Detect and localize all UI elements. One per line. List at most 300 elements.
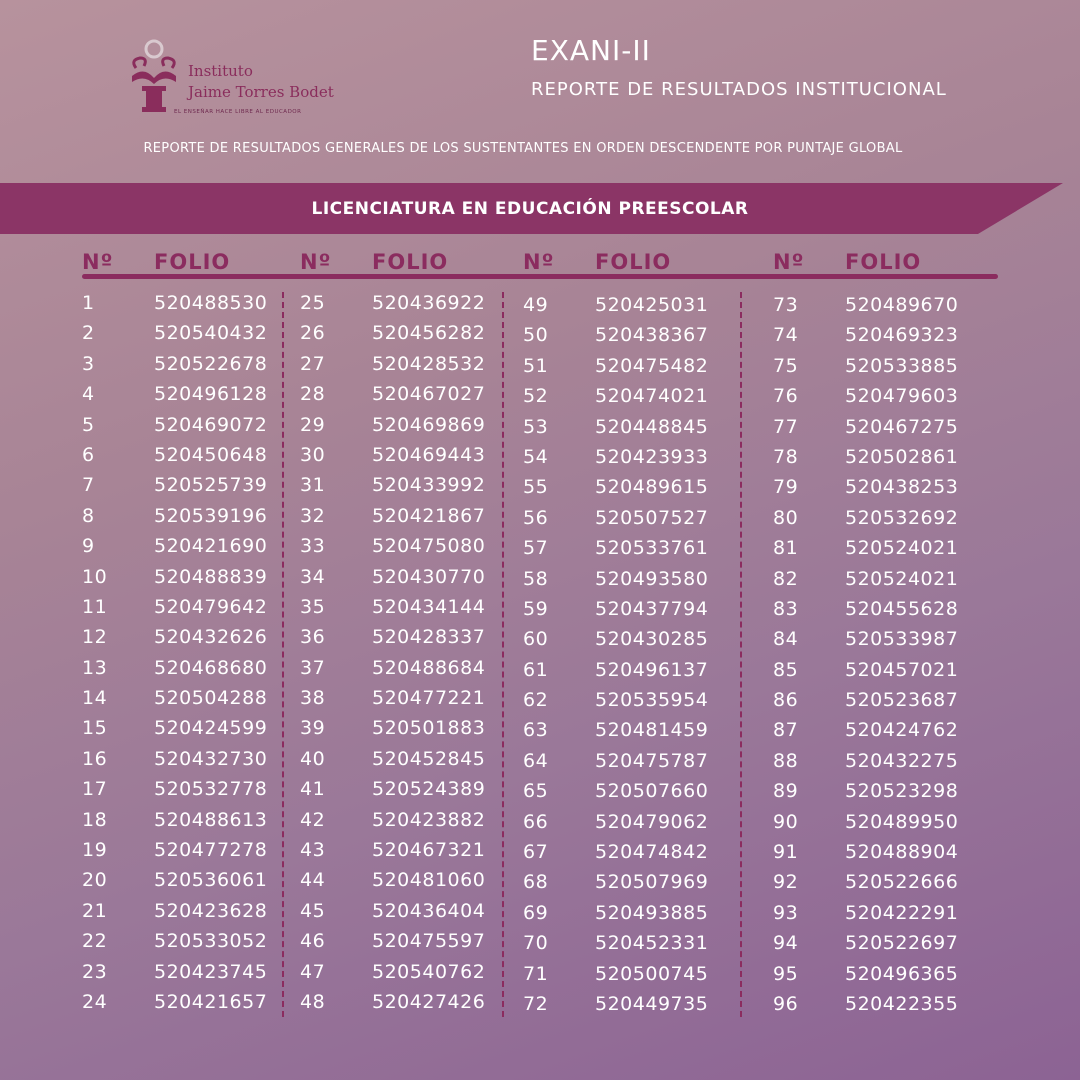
table-row xyxy=(773,715,1013,745)
row-number: 3 xyxy=(82,352,95,375)
header-rule xyxy=(82,274,998,279)
row-folio: 520467321 xyxy=(372,839,486,862)
table-row xyxy=(82,592,322,622)
table-row xyxy=(523,685,763,715)
row-folio: 520455628 xyxy=(845,597,959,620)
row-number: 41 xyxy=(300,778,326,801)
row-folio: 520474842 xyxy=(595,841,709,864)
row-number: 57 xyxy=(523,537,549,560)
table-row xyxy=(82,774,322,804)
row-number: 78 xyxy=(773,445,799,468)
table-row xyxy=(82,379,322,409)
row-number: 38 xyxy=(300,687,326,710)
row-folio: 520532778 xyxy=(154,778,268,801)
row-number: 34 xyxy=(300,565,326,588)
row-number: 22 xyxy=(82,930,108,953)
row-folio: 520422291 xyxy=(845,901,959,924)
row-number: 89 xyxy=(773,780,799,803)
row-folio: 520475080 xyxy=(372,535,486,558)
row-folio: 520522678 xyxy=(154,352,268,375)
table-row xyxy=(523,381,763,411)
row-folio: 520540762 xyxy=(372,960,486,983)
report-type: REPORTE DE RESULTADOS INSTITUCIONAL xyxy=(531,79,947,100)
row-folio: 520427426 xyxy=(372,990,486,1013)
row-folio: 520430285 xyxy=(595,628,709,651)
row-number: 12 xyxy=(82,626,108,649)
row-folio: 520477278 xyxy=(154,839,268,862)
table-row xyxy=(82,410,322,440)
table-row xyxy=(82,957,322,987)
row-number: 4 xyxy=(82,383,95,406)
row-folio: 520540432 xyxy=(154,322,268,345)
row-number: 61 xyxy=(523,658,549,681)
row-number: 64 xyxy=(523,749,549,772)
exam-title: EXANI-II xyxy=(531,34,651,67)
row-number: 7 xyxy=(82,474,95,497)
header-number: Nº xyxy=(523,250,555,274)
row-folio: 520437794 xyxy=(595,597,709,620)
row-folio: 520502861 xyxy=(845,445,959,468)
table-row xyxy=(300,683,540,713)
table-row xyxy=(523,594,763,624)
row-number: 8 xyxy=(82,504,95,527)
table-row xyxy=(773,655,1013,685)
row-folio: 520423745 xyxy=(154,960,268,983)
row-number: 96 xyxy=(773,992,799,1015)
table-row xyxy=(300,410,540,440)
row-number: 74 xyxy=(773,324,799,347)
row-number: 13 xyxy=(82,656,108,679)
table-row xyxy=(300,805,540,835)
row-folio: 520438253 xyxy=(845,476,959,499)
row-folio: 520535954 xyxy=(595,689,709,712)
row-folio: 520436922 xyxy=(372,292,486,314)
row-number: 71 xyxy=(523,962,549,985)
row-number: 69 xyxy=(523,901,549,924)
row-folio: 520434144 xyxy=(372,595,486,618)
table-row xyxy=(82,501,322,531)
row-folio: 520501883 xyxy=(372,717,486,740)
table-row xyxy=(300,987,540,1017)
institute-logo xyxy=(128,38,348,122)
row-folio: 520479603 xyxy=(845,385,959,408)
row-folio: 520493885 xyxy=(595,901,709,924)
row-number: 20 xyxy=(82,869,108,892)
table-row xyxy=(523,503,763,533)
row-folio: 520428337 xyxy=(372,626,486,649)
row-number: 26 xyxy=(300,322,326,345)
row-folio: 520467027 xyxy=(372,383,486,406)
row-folio: 520507527 xyxy=(595,506,709,529)
row-number: 90 xyxy=(773,810,799,833)
row-folio: 520449735 xyxy=(595,992,709,1015)
row-number: 11 xyxy=(82,595,108,618)
table-row xyxy=(523,533,763,563)
row-folio: 520421690 xyxy=(154,535,268,558)
row-number: 87 xyxy=(773,719,799,742)
table-row xyxy=(523,564,763,594)
row-folio: 520432275 xyxy=(845,749,959,772)
row-number: 21 xyxy=(82,899,108,922)
table-row xyxy=(82,926,322,956)
row-number: 93 xyxy=(773,901,799,924)
row-number: 36 xyxy=(300,626,326,649)
row-folio: 520423882 xyxy=(372,808,486,831)
results-column xyxy=(300,288,540,1017)
row-folio: 520448845 xyxy=(595,415,709,438)
row-number: 88 xyxy=(773,749,799,772)
row-number: 47 xyxy=(300,960,326,983)
header-number: Nº xyxy=(300,250,332,274)
results-column xyxy=(773,290,1013,1019)
row-number: 58 xyxy=(523,567,549,590)
row-folio: 520450648 xyxy=(154,443,268,466)
header-folio: FOLIO xyxy=(154,250,231,274)
row-number: 77 xyxy=(773,415,799,438)
table-row xyxy=(300,349,540,379)
table-row xyxy=(773,867,1013,897)
row-number: 65 xyxy=(523,780,549,803)
row-number: 73 xyxy=(773,294,799,316)
row-folio: 520424599 xyxy=(154,717,268,740)
row-number: 29 xyxy=(300,413,326,436)
row-number: 6 xyxy=(82,443,95,466)
row-folio: 520430770 xyxy=(372,565,486,588)
row-number: 30 xyxy=(300,443,326,466)
header-folio: FOLIO xyxy=(372,250,449,274)
row-number: 85 xyxy=(773,658,799,681)
row-number: 60 xyxy=(523,628,549,651)
row-folio: 520469869 xyxy=(372,413,486,436)
row-folio: 520422355 xyxy=(845,992,959,1015)
row-folio: 520488613 xyxy=(154,808,268,831)
table-row xyxy=(300,501,540,531)
row-folio: 520432730 xyxy=(154,747,268,770)
row-folio: 520475597 xyxy=(372,930,486,953)
table-row xyxy=(82,440,322,470)
row-folio: 520496128 xyxy=(154,383,268,406)
table-row xyxy=(82,349,322,379)
row-folio: 520507660 xyxy=(595,780,709,803)
row-folio: 520423628 xyxy=(154,899,268,922)
table-row xyxy=(523,898,763,928)
row-number: 28 xyxy=(300,383,326,406)
row-number: 18 xyxy=(82,808,108,831)
row-number: 95 xyxy=(773,962,799,985)
row-number: 91 xyxy=(773,841,799,864)
table-row xyxy=(300,865,540,895)
row-number: 72 xyxy=(523,992,549,1015)
row-folio: 520522666 xyxy=(845,871,959,894)
row-folio: 520477221 xyxy=(372,687,486,710)
row-folio: 520424762 xyxy=(845,719,959,742)
row-folio: 520469072 xyxy=(154,413,268,436)
table-row xyxy=(300,774,540,804)
table-row xyxy=(82,531,322,561)
table-row xyxy=(773,807,1013,837)
table-row xyxy=(300,896,540,926)
row-number: 5 xyxy=(82,413,95,436)
table-row xyxy=(82,288,322,318)
row-number: 43 xyxy=(300,839,326,862)
table-row xyxy=(82,622,322,652)
row-folio: 520488530 xyxy=(154,292,268,314)
row-number: 35 xyxy=(300,595,326,618)
table-row xyxy=(773,442,1013,472)
row-folio: 520500745 xyxy=(595,962,709,985)
row-number: 92 xyxy=(773,871,799,894)
row-folio: 520468680 xyxy=(154,656,268,679)
table-row xyxy=(773,898,1013,928)
row-folio: 520536061 xyxy=(154,869,268,892)
row-number: 16 xyxy=(82,747,108,770)
row-number: 1 xyxy=(82,292,95,314)
row-number: 24 xyxy=(82,990,108,1013)
row-folio: 520523687 xyxy=(845,689,959,712)
results-column xyxy=(523,290,763,1019)
table-row xyxy=(82,713,322,743)
row-number: 33 xyxy=(300,535,326,558)
row-folio: 520488684 xyxy=(372,656,486,679)
table-row xyxy=(523,837,763,867)
table-row xyxy=(300,562,540,592)
row-folio: 520423933 xyxy=(595,445,709,468)
row-folio: 520524021 xyxy=(845,537,959,560)
table-row xyxy=(773,472,1013,502)
row-folio: 520433992 xyxy=(372,474,486,497)
row-folio: 520479642 xyxy=(154,595,268,618)
row-folio: 520481060 xyxy=(372,869,486,892)
row-number: 46 xyxy=(300,930,326,953)
table-row xyxy=(300,835,540,865)
row-folio: 520522697 xyxy=(845,932,959,955)
row-number: 94 xyxy=(773,932,799,955)
table-row xyxy=(82,318,322,348)
table-row xyxy=(523,746,763,776)
table-row xyxy=(523,655,763,685)
row-folio: 520489670 xyxy=(845,294,959,316)
row-folio: 520496365 xyxy=(845,962,959,985)
row-number: 45 xyxy=(300,899,326,922)
header-folio: FOLIO xyxy=(845,250,922,274)
table-row xyxy=(300,653,540,683)
table-row xyxy=(773,351,1013,381)
row-folio: 520481459 xyxy=(595,719,709,742)
table-row xyxy=(773,928,1013,958)
table-row xyxy=(773,503,1013,533)
row-folio: 520428532 xyxy=(372,352,486,375)
row-folio: 520469323 xyxy=(845,324,959,347)
table-row xyxy=(300,318,540,348)
table-row xyxy=(82,683,322,713)
row-folio: 520456282 xyxy=(372,322,486,345)
logo-tagline: EL ENSEÑAR HACE LIBRE AL EDUCADOR xyxy=(174,109,302,115)
row-number: 81 xyxy=(773,537,799,560)
table-row xyxy=(773,533,1013,563)
row-number: 76 xyxy=(773,385,799,408)
row-number: 86 xyxy=(773,689,799,712)
table-row xyxy=(82,896,322,926)
table-row xyxy=(773,624,1013,654)
logo-name-line2: Jaime Torres Bodet xyxy=(188,83,334,101)
table-row xyxy=(523,351,763,381)
row-number: 39 xyxy=(300,717,326,740)
row-folio: 520533885 xyxy=(845,354,959,377)
table-row xyxy=(300,470,540,500)
table-row xyxy=(773,320,1013,350)
row-folio: 520438367 xyxy=(595,324,709,347)
row-number: 23 xyxy=(82,960,108,983)
table-row xyxy=(523,807,763,837)
row-folio: 520539196 xyxy=(154,504,268,527)
row-folio: 520432626 xyxy=(154,626,268,649)
row-folio: 520532692 xyxy=(845,506,959,529)
row-number: 62 xyxy=(523,689,549,712)
report-description: REPORTE DE RESULTADOS GENERALES DE LOS SUSTENTANTES EN ORDEN DESCENDENTE POR PUNTAJE GLOBAL xyxy=(143,141,903,156)
table-row xyxy=(82,470,322,500)
table-row xyxy=(300,926,540,956)
table-row xyxy=(523,412,763,442)
row-number: 37 xyxy=(300,656,326,679)
table-row xyxy=(773,685,1013,715)
program-title: LICENCIATURA EN EDUCACIÓN PREESCOLAR xyxy=(311,199,749,219)
row-number: 17 xyxy=(82,778,108,801)
row-folio: 520436404 xyxy=(372,899,486,922)
table-row xyxy=(523,989,763,1019)
row-folio: 520474021 xyxy=(595,385,709,408)
row-folio: 520489615 xyxy=(595,476,709,499)
row-number: 63 xyxy=(523,719,549,742)
row-number: 70 xyxy=(523,932,549,955)
table-row xyxy=(773,989,1013,1019)
row-folio: 520479062 xyxy=(595,810,709,833)
table-row xyxy=(773,412,1013,442)
row-folio: 520533052 xyxy=(154,930,268,953)
table-row xyxy=(300,440,540,470)
table-row xyxy=(773,564,1013,594)
header-number: Nº xyxy=(773,250,805,274)
table-row xyxy=(523,320,763,350)
row-number: 66 xyxy=(523,810,549,833)
row-folio: 520489950 xyxy=(845,810,959,833)
table-row xyxy=(773,746,1013,776)
table-row xyxy=(773,381,1013,411)
header-folio: FOLIO xyxy=(595,250,672,274)
table-row xyxy=(773,594,1013,624)
table-row xyxy=(82,562,322,592)
row-number: 25 xyxy=(300,292,326,314)
row-number: 42 xyxy=(300,808,326,831)
row-folio: 520533987 xyxy=(845,628,959,651)
table-row xyxy=(773,776,1013,806)
row-number: 59 xyxy=(523,597,549,620)
row-folio: 520421657 xyxy=(154,990,268,1013)
row-folio: 520457021 xyxy=(845,658,959,681)
row-number: 9 xyxy=(82,535,95,558)
row-folio: 520493580 xyxy=(595,567,709,590)
row-number: 14 xyxy=(82,687,108,710)
row-number: 84 xyxy=(773,628,799,651)
table-row xyxy=(773,290,1013,320)
table-row xyxy=(82,653,322,683)
row-number: 50 xyxy=(523,324,549,347)
logo-name-line1: Instituto xyxy=(188,62,253,80)
row-number: 79 xyxy=(773,476,799,499)
row-folio: 520525739 xyxy=(154,474,268,497)
table-row xyxy=(523,928,763,958)
row-number: 15 xyxy=(82,717,108,740)
row-folio: 520467275 xyxy=(845,415,959,438)
table-row xyxy=(300,379,540,409)
row-number: 53 xyxy=(523,415,549,438)
row-number: 10 xyxy=(82,565,108,588)
row-number: 31 xyxy=(300,474,326,497)
table-row xyxy=(523,290,763,320)
row-folio: 520524021 xyxy=(845,567,959,590)
table-row xyxy=(523,776,763,806)
row-number: 82 xyxy=(773,567,799,590)
row-folio: 520488839 xyxy=(154,565,268,588)
table-row xyxy=(300,288,540,318)
row-number: 44 xyxy=(300,869,326,892)
table-row xyxy=(523,472,763,502)
row-folio: 520523298 xyxy=(845,780,959,803)
table-row xyxy=(300,592,540,622)
row-folio: 520533761 xyxy=(595,537,709,560)
table-row xyxy=(300,713,540,743)
row-number: 48 xyxy=(300,990,326,1013)
row-folio: 520452845 xyxy=(372,747,486,770)
table-row xyxy=(523,867,763,897)
row-number: 52 xyxy=(523,385,549,408)
table-row xyxy=(82,865,322,895)
row-folio: 520488904 xyxy=(845,841,959,864)
row-number: 51 xyxy=(523,354,549,377)
table-row xyxy=(300,531,540,561)
header-number: Nº xyxy=(82,250,114,274)
table-row xyxy=(523,442,763,472)
row-number: 19 xyxy=(82,839,108,862)
table-row xyxy=(82,744,322,774)
row-number: 40 xyxy=(300,747,326,770)
table-row xyxy=(523,959,763,989)
table-row xyxy=(82,987,322,1017)
row-folio: 520524389 xyxy=(372,778,486,801)
row-number: 56 xyxy=(523,506,549,529)
row-number: 67 xyxy=(523,841,549,864)
row-number: 54 xyxy=(523,445,549,468)
row-number: 80 xyxy=(773,506,799,529)
row-folio: 520496137 xyxy=(595,658,709,681)
row-folio: 520507969 xyxy=(595,871,709,894)
row-folio: 520475482 xyxy=(595,354,709,377)
table-row xyxy=(300,957,540,987)
row-folio: 520475787 xyxy=(595,749,709,772)
row-number: 68 xyxy=(523,871,549,894)
table-row xyxy=(523,715,763,745)
row-number: 83 xyxy=(773,597,799,620)
row-folio: 520425031 xyxy=(595,294,709,316)
row-folio: 520469443 xyxy=(372,443,486,466)
table-row xyxy=(82,835,322,865)
row-number: 2 xyxy=(82,322,95,345)
table-row xyxy=(773,837,1013,867)
row-folio: 520452331 xyxy=(595,932,709,955)
row-number: 55 xyxy=(523,476,549,499)
table-row xyxy=(82,805,322,835)
row-number: 75 xyxy=(773,354,799,377)
results-column xyxy=(82,288,322,1017)
